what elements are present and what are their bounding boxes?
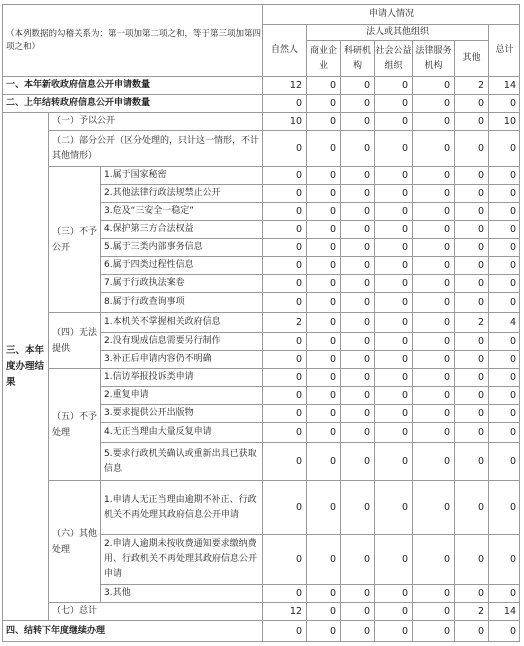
value-cell: 0 [340, 480, 374, 534]
value-cell: 12 [262, 602, 306, 620]
value-cell: 0 [412, 312, 454, 332]
value-cell: 0 [374, 386, 412, 404]
value-cell: 0 [340, 332, 374, 350]
value-cell: 0 [454, 386, 488, 404]
row-label: （一）予以公开 [48, 112, 262, 130]
value-cell: 0 [306, 238, 340, 256]
natural-person-header: 自然人 [262, 24, 306, 76]
value-cell: 0 [374, 112, 412, 130]
value-cell: 0 [306, 422, 340, 442]
item-label: 4.无正当理由大量反复申请 [100, 422, 262, 442]
group-label: （三）不予公开 [48, 166, 100, 312]
value-cell: 0 [340, 130, 374, 166]
value-cell: 0 [454, 480, 488, 534]
value-cell: 0 [262, 620, 306, 642]
value-cell: 0 [454, 404, 488, 422]
value-cell: 0 [262, 404, 306, 422]
value-cell: 10 [262, 112, 306, 130]
value-cell: 0 [454, 256, 488, 274]
value-cell: 0 [412, 602, 454, 620]
value-cell: 0 [340, 220, 374, 238]
item-label: 1.本机关不掌握相关政府信息 [100, 312, 262, 332]
value-cell: 0 [412, 404, 454, 422]
value-cell: 0 [262, 386, 306, 404]
value-cell: 0 [340, 404, 374, 422]
item-label: 2.申请人逾期未按收费通知要求缴纳费用、行政机关不再处理其政府信息公开申请 [100, 534, 262, 584]
item-label: 5.属于三类内部事务信息 [100, 238, 262, 256]
value-cell: 0 [454, 422, 488, 442]
value-cell: 0 [454, 368, 488, 386]
value-cell: 2 [262, 312, 306, 332]
value-cell: 0 [412, 332, 454, 350]
value-cell: 0 [340, 312, 374, 332]
value-cell: 0 [454, 94, 488, 112]
value-cell: 0 [340, 422, 374, 442]
value-cell: 0 [374, 442, 412, 480]
value-cell: 0 [454, 620, 488, 642]
value-cell: 0 [340, 292, 374, 312]
value-cell: 10 [488, 112, 520, 130]
value-cell: 0 [488, 534, 520, 584]
value-cell: 0 [340, 166, 374, 184]
item-label: 1.属于国家秘密 [100, 166, 262, 184]
value-cell: 0 [454, 202, 488, 220]
item-label: 3.要求提供公开出版物 [100, 404, 262, 422]
value-cell: 0 [262, 350, 306, 368]
value-cell: 0 [262, 442, 306, 480]
value-cell: 0 [374, 256, 412, 274]
value-cell: 0 [454, 112, 488, 130]
value-cell: 0 [412, 202, 454, 220]
item-label: 2.没有现成信息需要另行制作 [100, 332, 262, 350]
value-cell: 14 [488, 602, 520, 620]
value-cell: 0 [306, 620, 340, 642]
value-cell: 0 [488, 350, 520, 368]
table-border-bottom [2, 641, 520, 642]
value-cell: 0 [488, 184, 520, 202]
value-cell: 0 [488, 480, 520, 534]
total-header: 总计 [488, 24, 520, 76]
value-cell: 0 [488, 332, 520, 350]
value-cell: 0 [374, 422, 412, 442]
value-cell: 0 [306, 312, 340, 332]
value-cell: 0 [340, 534, 374, 584]
value-cell: 0 [262, 202, 306, 220]
item-label: 7.属于行政执法案卷 [100, 274, 262, 292]
value-cell: 0 [374, 404, 412, 422]
value-cell: 0 [374, 332, 412, 350]
value-cell: 0 [374, 584, 412, 602]
value-cell: 0 [488, 584, 520, 602]
group-label: （六）其他处理 [48, 480, 100, 602]
value-cell: 0 [306, 386, 340, 404]
row-label: 二、上年结转政府信息公开申请数量 [2, 94, 262, 112]
group-label: （四）无法提供 [48, 312, 100, 368]
item-label: 3.补正后申请内容仍不明确 [100, 350, 262, 368]
value-cell: 0 [412, 292, 454, 312]
value-cell: 0 [374, 292, 412, 312]
value-cell: 0 [488, 238, 520, 256]
value-cell: 0 [306, 256, 340, 274]
value-cell: 0 [412, 166, 454, 184]
legal-col-header: 科研机构 [340, 40, 374, 76]
value-cell: 0 [412, 220, 454, 238]
value-cell: 0 [374, 76, 412, 94]
value-cell: 0 [374, 534, 412, 584]
value-cell: 0 [454, 220, 488, 238]
value-cell: 0 [306, 332, 340, 350]
value-cell: 0 [454, 274, 488, 292]
value-cell: 0 [412, 130, 454, 166]
value-cell: 0 [340, 584, 374, 602]
section3-label: 三、本年度办理结果 [2, 112, 48, 620]
value-cell: 0 [262, 94, 306, 112]
value-cell: 0 [412, 442, 454, 480]
item-label: 3.其他 [100, 584, 262, 602]
value-cell: 0 [374, 368, 412, 386]
value-cell: 0 [412, 480, 454, 534]
value-cell: 0 [374, 166, 412, 184]
value-cell: 0 [262, 166, 306, 184]
value-cell: 0 [488, 368, 520, 386]
row-label: 一、本年新收政府信息公开申请数量 [2, 76, 262, 94]
item-label: 1.信访举报投诉类申请 [100, 368, 262, 386]
value-cell: 0 [374, 274, 412, 292]
value-cell: 0 [488, 386, 520, 404]
value-cell: 0 [374, 602, 412, 620]
value-cell: 0 [374, 312, 412, 332]
value-cell: 0 [454, 130, 488, 166]
value-cell: 0 [488, 292, 520, 312]
value-cell: 0 [374, 350, 412, 368]
value-cell: 0 [454, 350, 488, 368]
value-cell: 14 [488, 76, 520, 94]
value-cell: 0 [412, 422, 454, 442]
value-cell: 0 [340, 256, 374, 274]
value-cell: 0 [374, 94, 412, 112]
value-cell: 0 [262, 256, 306, 274]
value-cell: 0 [306, 166, 340, 184]
value-cell: 0 [306, 404, 340, 422]
value-cell: 0 [306, 130, 340, 166]
value-cell: 0 [412, 238, 454, 256]
value-cell: 0 [374, 620, 412, 642]
value-cell: 0 [412, 94, 454, 112]
value-cell: 0 [262, 238, 306, 256]
value-cell: 0 [340, 350, 374, 368]
value-cell: 0 [306, 584, 340, 602]
value-cell: 0 [488, 256, 520, 274]
item-label: 6.属于四类过程性信息 [100, 256, 262, 274]
value-cell: 0 [262, 368, 306, 386]
applicant-header: 申请人情况 [262, 4, 520, 24]
item-label: 4.保护第三方合法权益 [100, 220, 262, 238]
value-cell: 0 [340, 368, 374, 386]
value-cell: 0 [262, 130, 306, 166]
legal-col-header: 商业企业 [306, 40, 340, 76]
value-cell: 0 [412, 386, 454, 404]
value-cell: 0 [412, 76, 454, 94]
value-cell: 0 [488, 274, 520, 292]
row-label: （七）总计 [48, 602, 262, 620]
value-cell: 0 [340, 442, 374, 480]
value-cell: 0 [488, 620, 520, 642]
legal-col-header: 其他 [454, 40, 488, 76]
legal-group-header: 法人或其他组织 [306, 24, 488, 40]
value-cell: 0 [412, 620, 454, 642]
value-cell: 0 [262, 292, 306, 312]
legal-col-header: 法律服务机构 [412, 40, 454, 76]
value-cell: 0 [454, 292, 488, 312]
value-cell: 0 [488, 404, 520, 422]
value-cell: 0 [412, 350, 454, 368]
value-cell: 0 [488, 130, 520, 166]
value-cell: 0 [262, 332, 306, 350]
value-cell: 0 [340, 202, 374, 220]
value-cell: 0 [306, 76, 340, 94]
value-cell: 0 [306, 442, 340, 480]
item-label: 5.要求行政机关确认或重新出具已获取信息 [100, 442, 262, 480]
value-cell: 0 [374, 238, 412, 256]
value-cell: 0 [262, 184, 306, 202]
value-cell: 0 [412, 112, 454, 130]
value-cell: 0 [306, 220, 340, 238]
value-cell: 0 [412, 274, 454, 292]
value-cell: 4 [488, 312, 520, 332]
value-cell: 0 [262, 534, 306, 584]
value-cell: 12 [262, 76, 306, 94]
value-cell: 0 [306, 350, 340, 368]
row-label: 四、结转下年度继续办理 [2, 620, 262, 642]
value-cell: 0 [306, 534, 340, 584]
value-cell: 0 [374, 480, 412, 534]
value-cell: 0 [488, 202, 520, 220]
value-cell: 0 [340, 274, 374, 292]
value-cell: 0 [412, 584, 454, 602]
value-cell: 0 [412, 368, 454, 386]
note-text: （本列数据的勾稽关系为：第一项加第二项之和，等于第三项加第四项之和） [2, 4, 262, 76]
value-cell: 0 [454, 332, 488, 350]
item-label: 8.属于行政查询事项 [100, 292, 262, 312]
row-label: （二）部分公开（区分处理的，只计这一情形，不计其他情形） [48, 130, 262, 166]
value-cell: 0 [374, 202, 412, 220]
value-cell: 0 [340, 602, 374, 620]
value-cell: 0 [306, 112, 340, 130]
value-cell: 0 [374, 130, 412, 166]
value-cell: 2 [454, 76, 488, 94]
value-cell: 2 [454, 312, 488, 332]
value-cell: 0 [306, 202, 340, 220]
value-cell: 0 [262, 480, 306, 534]
value-cell: 0 [374, 184, 412, 202]
value-cell: 0 [374, 220, 412, 238]
value-cell: 0 [306, 602, 340, 620]
value-cell: 0 [454, 584, 488, 602]
value-cell: 0 [488, 422, 520, 442]
value-cell: 0 [306, 94, 340, 112]
value-cell: 0 [340, 184, 374, 202]
value-cell: 0 [306, 292, 340, 312]
value-cell: 0 [340, 94, 374, 112]
legal-col-header: 社会公益组织 [374, 40, 412, 76]
value-cell: 0 [454, 442, 488, 480]
value-cell: 0 [262, 422, 306, 442]
value-cell: 0 [340, 386, 374, 404]
value-cell: 0 [306, 184, 340, 202]
value-cell: 0 [488, 220, 520, 238]
item-label: 2.其他法律行政法规禁止公开 [100, 184, 262, 202]
value-cell: 0 [454, 166, 488, 184]
value-cell: 0 [454, 184, 488, 202]
item-label: 1.申请人无正当理由逾期不补正、行政机关不再处理其政府信息公开申请 [100, 480, 262, 534]
value-cell: 0 [454, 534, 488, 584]
group-label: （五）不予处理 [48, 368, 100, 480]
value-cell: 0 [340, 238, 374, 256]
value-cell: 0 [488, 442, 520, 480]
value-cell: 2 [454, 602, 488, 620]
value-cell: 0 [340, 76, 374, 94]
value-cell: 0 [454, 238, 488, 256]
value-cell: 0 [262, 220, 306, 238]
value-cell: 0 [306, 274, 340, 292]
value-cell: 0 [412, 256, 454, 274]
value-cell: 0 [306, 368, 340, 386]
value-cell: 0 [340, 112, 374, 130]
value-cell: 0 [488, 166, 520, 184]
value-cell: 0 [340, 620, 374, 642]
value-cell: 0 [412, 534, 454, 584]
item-label: 3.危及“三安全一稳定” [100, 202, 262, 220]
value-cell: 0 [488, 94, 520, 112]
value-cell: 0 [262, 274, 306, 292]
table-border-right [519, 4, 520, 642]
value-cell: 0 [262, 584, 306, 602]
item-label: 2.重复申请 [100, 386, 262, 404]
value-cell: 0 [412, 184, 454, 202]
value-cell: 0 [306, 480, 340, 534]
